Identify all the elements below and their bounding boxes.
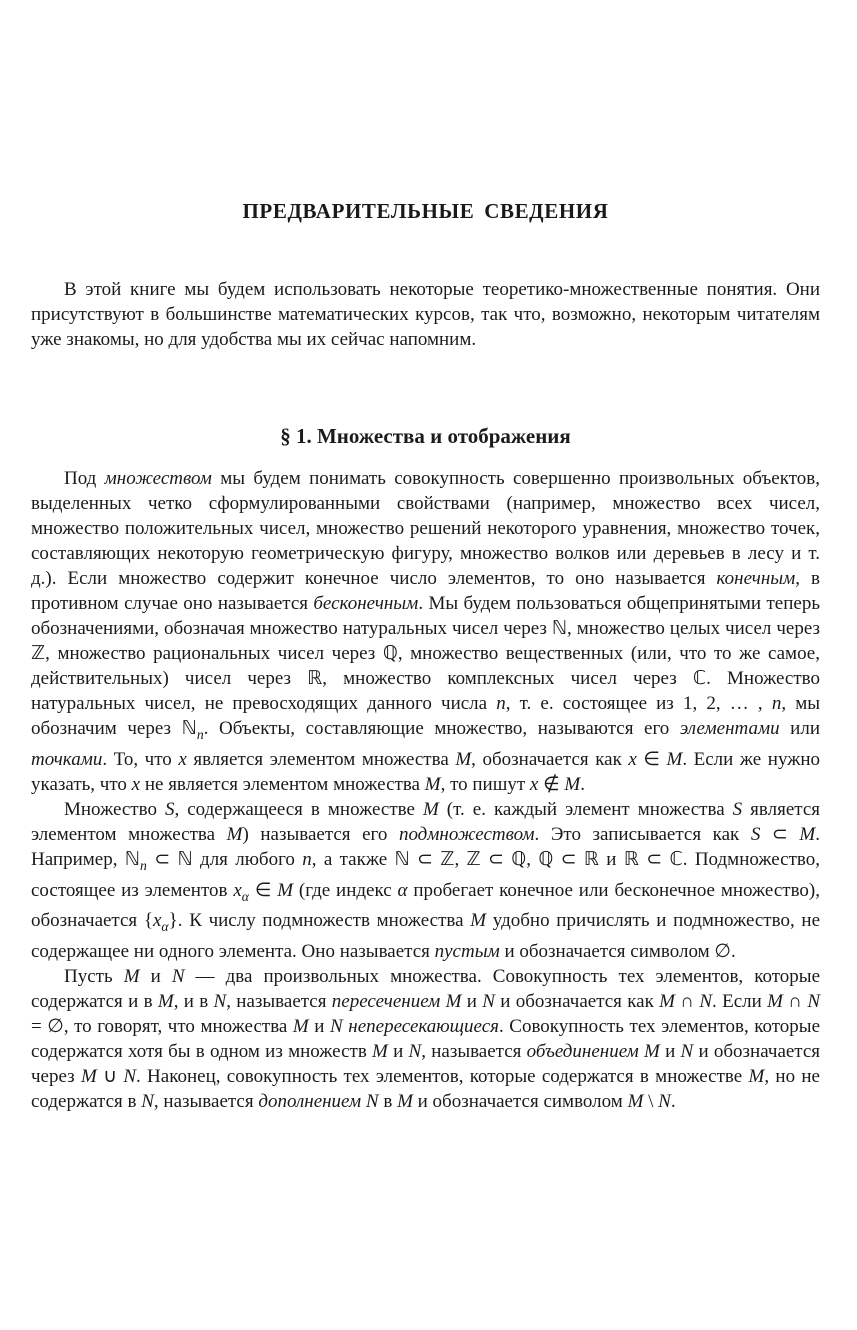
text-run: Пусть <box>64 966 124 988</box>
math-subscript: n <box>140 857 147 873</box>
italic-term: пустым <box>434 941 500 963</box>
italic-term: M <box>564 773 581 795</box>
math-subscript: n <box>196 726 204 742</box>
text-run: ∩ <box>782 991 808 1013</box>
text-run: , обозначается как <box>471 748 629 770</box>
italic-term: непересекающиеся <box>348 1016 499 1038</box>
text-run: , называется <box>226 991 332 1013</box>
italic-term: N <box>807 991 821 1013</box>
italic-term: S <box>732 798 743 820</box>
text-run: или <box>779 718 820 739</box>
text-run: и обозначается как <box>494 991 660 1013</box>
italic-term: M <box>455 748 472 770</box>
italic-term: x <box>628 748 637 770</box>
text-run: и <box>308 1016 331 1038</box>
text-run: и обозначается символом <box>412 1091 628 1113</box>
italic-term: x <box>529 773 539 795</box>
text-run: Под <box>64 468 105 489</box>
italic-term: N <box>171 966 185 988</box>
italic-term: N <box>408 1041 422 1063</box>
italic-term: N <box>330 1016 343 1038</box>
italic-term: M <box>226 823 243 845</box>
text-run: и обозначается символом ∅. <box>499 941 736 963</box>
text-run: . Например, ℕ <box>31 823 820 870</box>
italic-term: M <box>445 991 462 1013</box>
italic-term: конечным <box>716 568 796 589</box>
text-run: и <box>139 966 172 988</box>
italic-term: M <box>397 1091 413 1113</box>
text-run: , т. е. состоящее из 1, 2, … , <box>505 693 772 714</box>
text-run: Множество <box>64 798 165 820</box>
italic-term: x <box>178 748 187 770</box>
italic-term: M <box>748 1066 765 1088</box>
italic-term: M <box>470 910 487 932</box>
text-run: , и в <box>173 991 214 1013</box>
text-run: . Если же нужно указать, что <box>31 748 820 795</box>
text-run: }. К числу подмножеств множества <box>168 910 471 932</box>
text-run: . Наконец, совокупность тех элементов, которые содержатся в множестве <box>136 1066 749 1088</box>
italic-term: S <box>164 798 175 820</box>
italic-term: M <box>659 991 675 1013</box>
text-run: , но не содержатся в <box>31 1066 820 1113</box>
italic-term: M <box>424 773 441 795</box>
chapter-title: ПРЕДВАРИТЕЛЬНЫЕ СВЕДЕНИЯ <box>242 199 609 223</box>
italic-term: элементами <box>679 718 780 739</box>
text-run: и <box>461 991 483 1013</box>
text-run: и обозначается через <box>31 1041 821 1088</box>
text-run: мы будем понимать совокупность совершенно произвольных объектов, выделенных четко сформулированными свойствами (например, множество всех чисел, множество положительных чисел, множество решений некоторого уравнения, множество точек, составляющих некоторую геометрическую фигуру, множество волков или деревьев в лесу и т. д.). Если множество содержит конечное число элементов, то оно называется <box>31 468 820 589</box>
italic-term: N <box>699 991 713 1013</box>
italic-term: S <box>750 823 761 845</box>
italic-term: бесконечным <box>313 593 419 614</box>
text-run: и <box>387 1041 409 1063</box>
text-run: — два произвольных множества. Совокупность тех элементов, которые содержатся и в <box>31 966 821 1013</box>
italic-term: точками <box>31 748 103 770</box>
text-run: (т. е. каждый элемент множества <box>438 798 733 820</box>
text-run: ∈ <box>636 748 667 770</box>
paragraph-sets-definition <box>31 466 820 797</box>
text-run: , называется <box>153 1091 259 1113</box>
text-run: , называется <box>421 1041 527 1063</box>
italic-term: M <box>157 991 174 1013</box>
italic-term: M <box>372 1041 388 1063</box>
text-run: = ∅, то говорят, что множества <box>31 1016 293 1038</box>
text-run: ⊂ <box>760 823 800 845</box>
text-run: в <box>378 1091 398 1113</box>
text-run: . <box>580 773 585 795</box>
section-title: § 1. Множества и отображения <box>280 424 571 448</box>
italic-term: M <box>80 1066 97 1088</box>
text-run: ⊂ ℕ для любого <box>146 848 303 870</box>
text-run: . Совокупность тех элементов, которые содержатся хотя бы в одном из множеств <box>31 1016 821 1063</box>
italic-term: N <box>141 1091 154 1113</box>
text-run: . Объекты, составляющие множество, называются его <box>203 718 680 739</box>
text-run: . <box>670 1091 676 1113</box>
paragraph-set-operations <box>31 964 820 1114</box>
math-subscript: α <box>161 919 169 935</box>
text-run: является элементом множества <box>31 798 820 845</box>
math-subscript: α <box>241 888 249 904</box>
text-run: . Это записывается как <box>534 823 751 845</box>
italic-term: M <box>627 1091 644 1113</box>
text-run: (где индекс <box>293 879 398 901</box>
italic-term: α <box>397 879 408 901</box>
italic-term: x <box>233 879 242 901</box>
italic-term: объединением <box>526 1041 639 1063</box>
italic-term: n <box>302 848 312 870</box>
italic-term: N <box>365 1091 379 1113</box>
text-run: является элементом множества <box>186 748 456 770</box>
text-run: , в противном случае оно называется <box>31 568 820 614</box>
italic-term: n <box>496 693 506 714</box>
italic-term: n <box>771 693 782 714</box>
text-run: ) называется его <box>242 823 399 845</box>
section-body <box>31 466 820 1114</box>
italic-term: M <box>644 1041 660 1063</box>
text-run: \ <box>643 1091 659 1113</box>
italic-term: M <box>123 966 140 988</box>
italic-term: пересечением <box>331 991 441 1013</box>
italic-term: x <box>131 773 141 795</box>
text-run: . Мы будем пользоваться общепринятыми теперь обозначениями, обозначая множество натуральных чисел через ℕ, множество целых чисел через ℤ, множество рациональных чисел через ℚ, множество вещественных (или, что то же самое, действительных) чисел через ℝ, множество комплексных чисел через ℂ. Множество натуральных чисел, не превосходящих данного числа <box>31 593 820 714</box>
text-run: пробегает конечное или бесконечное множество), обозначается { <box>31 879 820 932</box>
text-run: не является элементом множества <box>140 773 425 795</box>
italic-term: N <box>213 991 227 1013</box>
text-run: . Если <box>712 991 768 1013</box>
text-run: , мы обозначим через ℕ <box>31 693 820 739</box>
italic-term: M <box>767 991 783 1013</box>
paragraph-subsets <box>31 797 820 964</box>
italic-term: M <box>666 748 683 770</box>
italic-term: N <box>482 991 495 1013</box>
italic-term: x <box>152 910 162 932</box>
italic-term: дополнением <box>258 1091 362 1113</box>
text-run: , то пишут <box>440 773 530 795</box>
italic-term: M <box>799 823 816 845</box>
italic-term: N <box>680 1041 694 1063</box>
text-run: . То, что <box>102 748 179 770</box>
text-run: и <box>659 1041 681 1063</box>
text-run: удобно причислять и подмножество, не содержащее ни одного элемента. Оно называется <box>31 910 821 963</box>
text-run: ∩ <box>674 991 700 1013</box>
italic-term: подмножеством <box>398 823 535 845</box>
text-run: , содержащееся в множестве <box>174 798 423 820</box>
text-run: , а также ℕ ⊂ ℤ, ℤ ⊂ ℚ, ℚ ⊂ ℝ и ℝ ⊂ ℂ. Подмножество, состоящее из элементов <box>31 848 820 901</box>
italic-term: N <box>658 1091 671 1113</box>
italic-term: M <box>277 879 294 901</box>
italic-term: N <box>123 1066 136 1088</box>
italic-term: M <box>292 1016 309 1038</box>
text-run: ∈ <box>248 879 278 901</box>
intro-paragraph: В этой книге мы будем использовать некоторые теоретико-множественные понятия. Они присутствуют в большинстве математических курсов, так что, возможно, некоторым читателям уже знакомы, но для удобства мы их сейчас напомним. <box>31 279 820 350</box>
italic-term: M <box>422 798 439 820</box>
text-run: ∪ <box>96 1066 124 1088</box>
italic-term: множеством <box>104 468 212 489</box>
text-run: ∉ <box>538 773 565 795</box>
